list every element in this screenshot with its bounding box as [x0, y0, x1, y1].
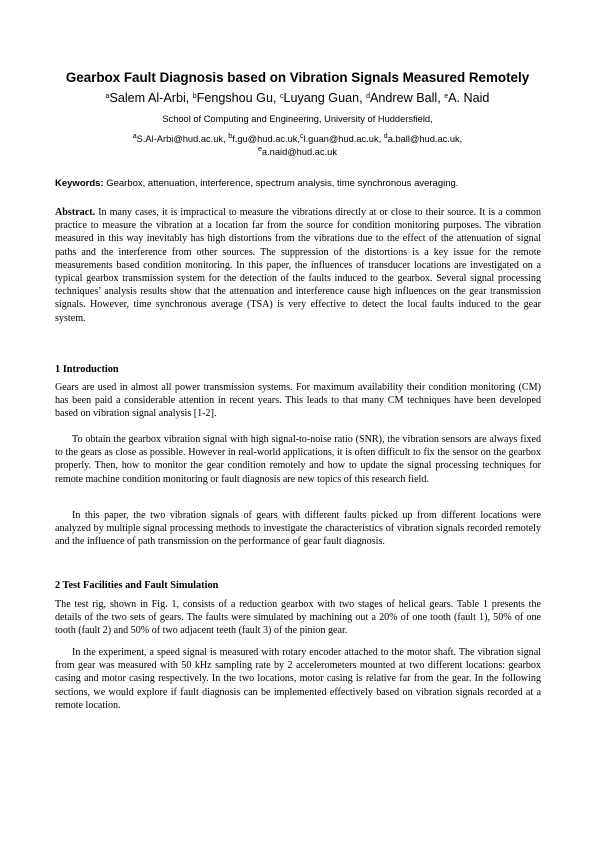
keywords — [55, 178, 545, 190]
author-emails — [70, 133, 525, 159]
email-address[interactable]: S.Al-Arbi@hud.ac.uk — [136, 134, 224, 144]
email-sep: , — [223, 134, 229, 144]
section-heading: 2 Test Facilities and Fault Simulation — [55, 580, 219, 591]
section-heading: 1 Introduction — [55, 364, 119, 375]
author-sup: b — [192, 93, 197, 100]
email-address[interactable]: a.naid@hud.ac.uk — [261, 147, 337, 157]
paragraph: In the experiment, a speed signal is measured with rotary encoder attached to the motor shaft. The vibration signal from gear was measured with 50 kHz sampling rate by 2 accelerometers mounted at two different locations: gearbox casing and motor casing respectively. In the two locations, motor casing is relative far from the gear. In the following sections, we would explore if fault diagnosis can be implemented effectively based on vibration signals recorded at a remote location. — [55, 647, 541, 711]
author-sep: , — [359, 91, 367, 105]
email-sup: e — [258, 146, 262, 153]
author-line — [40, 90, 555, 106]
keywords-label: Keywords: — [55, 178, 104, 189]
keywords-text: Gearbox, attenuation, interference, spectrum analysis, time synchronous averaging. — [103, 178, 459, 189]
email-address[interactable]: l.guan@hud.ac.uk — [303, 134, 379, 144]
email-sep: , — [297, 134, 301, 144]
author-sup: c — [279, 93, 284, 100]
affiliation: School of Computing and Engineering, University of Huddersfield, — [162, 114, 433, 124]
abstract-label: Abstract. — [55, 207, 96, 218]
email-sup: c — [300, 133, 304, 140]
email-address[interactable]: a.ball@hud.ac.uk — [387, 134, 460, 144]
author-sep: , — [185, 91, 193, 105]
abstract — [55, 206, 541, 325]
author-sup: e — [444, 93, 449, 100]
email-sup: a — [132, 133, 137, 140]
author-sup: a — [105, 93, 110, 100]
paragraph: Gears are used in almost all power transmission systems. For maximum availability their condition monitoring (CM) has been paid a considerable attention in recent years. This leads to that many CM techniques have been developed based on vibration signal analysis [1-2]. — [55, 382, 541, 420]
paragraph: In this paper, the two vibration signals of gears with different faults picked up from different locations were analyzed by multiple signal processing methods to investigate the characteristics of vibration signals recorded remotely and the influence of path transmission on the performance of gear fault diagnosis. — [55, 510, 541, 548]
paragraph: To obtain the gearbox vibration signal with high signal-to-noise ratio (SNR), the vibration sensors are always fixed to the gears as close as possible. However in real-world applications, it is often difficult to fix the sensor on the gearbox properly. Then, how to monitor the gear condition remotely and how to update the signal processing techniques for remote machine condition monitoring or fault diagnosis are new topics of this research field. — [55, 434, 541, 485]
author-name: Salem Al-Arbi — [109, 91, 186, 105]
author-sep: , — [272, 91, 280, 105]
author-name: Luyang Guan — [283, 91, 360, 105]
email-address[interactable]: f.gu@hud.ac.uk — [232, 134, 298, 144]
author-sep: , — [437, 91, 445, 105]
author-name: Andrew Ball — [370, 91, 438, 105]
author-name: Fengshou Gu — [196, 91, 273, 105]
abstract-text: In many cases, it is impractical to measure the vibrations directly at or close to their source. It is a common practice to measure the vibration at a location far from the source for condition monitoring purposes. The vibration measured in this way inevitably has high distortions from the vibrations due to the effect of the attenuation of signal paths and the interference from other sources. The suppression of the distortions is a key issue for the remote measurements based condition monitoring. In this paper, the influences of transducer locations are investigated on a typical gearbox transmission system for the detection of the faults induced to the gearbox. Several signal processing techniques’ analysis results show that the attenuation and interference cause high influences on the gear transmission signals. However, time synchronous average (TSA) is very effective to detect the local faults induced to the gear system. — [55, 207, 541, 324]
author-sup: d — [366, 93, 371, 100]
email-sup: d — [383, 133, 388, 140]
email-sep: , — [459, 134, 463, 144]
email-sup: b — [228, 133, 233, 140]
paragraph: The test rig, shown in Fig. 1, consists of a reduction gearbox with two stages of helical gears. Table 1 presents the details of the two sets of gears. The faults were simulated by machining out a 20% of one tooth (fault 1), 50% of one tooth (fault 2) and 50% of two adjacent teeth (fault 3) of the pinion gear. — [55, 599, 541, 637]
email-sep: , — [378, 134, 384, 144]
author-name: A. Naid — [448, 91, 490, 105]
paper-title: Gearbox Fault Diagnosis based on Vibration Signals Measured Remotely — [65, 70, 530, 85]
